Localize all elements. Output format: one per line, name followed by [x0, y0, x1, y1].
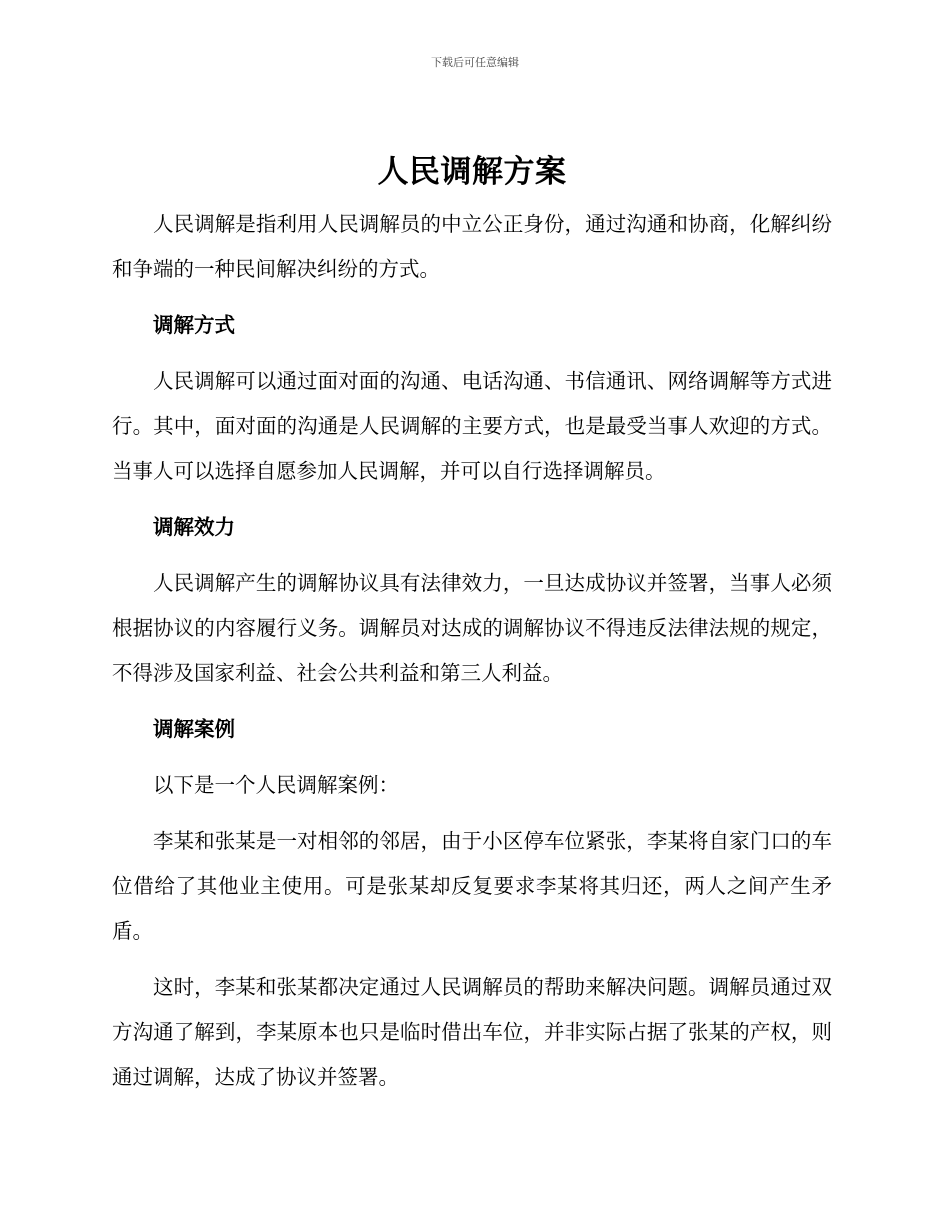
document-title: 人民调解方案	[377, 154, 567, 190]
section-paragraph: 李某和张某是一对相邻的邻居，由于小区停车位紧张，李某将自家门口的车位借给了其他业主使用。可是张某却反复要求李某将其归还，两人之间产生矛盾。	[112, 829, 832, 943]
section-paragraph: 人民调解产生的调解协议具有法律效力，一旦达成协议并签署，当事人必须根据协议的内容履行义务。调解员对达成的调解协议不得违反法律法规的规定，不得涉及国家利益、社会公共利益和第三人利益。	[112, 571, 832, 685]
section-effect	[112, 505, 832, 696]
section-mode	[112, 303, 832, 494]
section-heading: 调解案例	[153, 717, 235, 741]
section-paragraph: 人民调解可以通过面对面的沟通、电话沟通、书信通讯、网络调解等方式进行。其中，面对面的沟通是人民调解的主要方式，也是最受当事人欢迎的方式。当事人可以选择自愿参加人民调解，并可以自行选择调解员。	[112, 369, 832, 483]
section-paragraph: 以下是一个人民调解案例：	[153, 773, 399, 797]
header-note: 下载后可任意编辑	[431, 56, 519, 69]
section-heading: 调解效力	[153, 515, 235, 539]
document-body	[112, 150, 832, 1100]
section-case	[112, 707, 832, 1100]
section-paragraph: 这时，李某和张某都决定通过人民调解员的帮助来解决问题。调解员通过双方沟通了解到，李某原本也只是临时借出车位，并非实际占据了张某的产权，则通过调解，达成了协议并签署。	[112, 975, 832, 1089]
intro-paragraph: 人民调解是指利用人民调解员的中立公正身份，通过沟通和协商，化解纠纷和争端的一种民间解决纠纷的方式。	[112, 212, 832, 281]
section-heading: 调解方式	[153, 313, 235, 337]
